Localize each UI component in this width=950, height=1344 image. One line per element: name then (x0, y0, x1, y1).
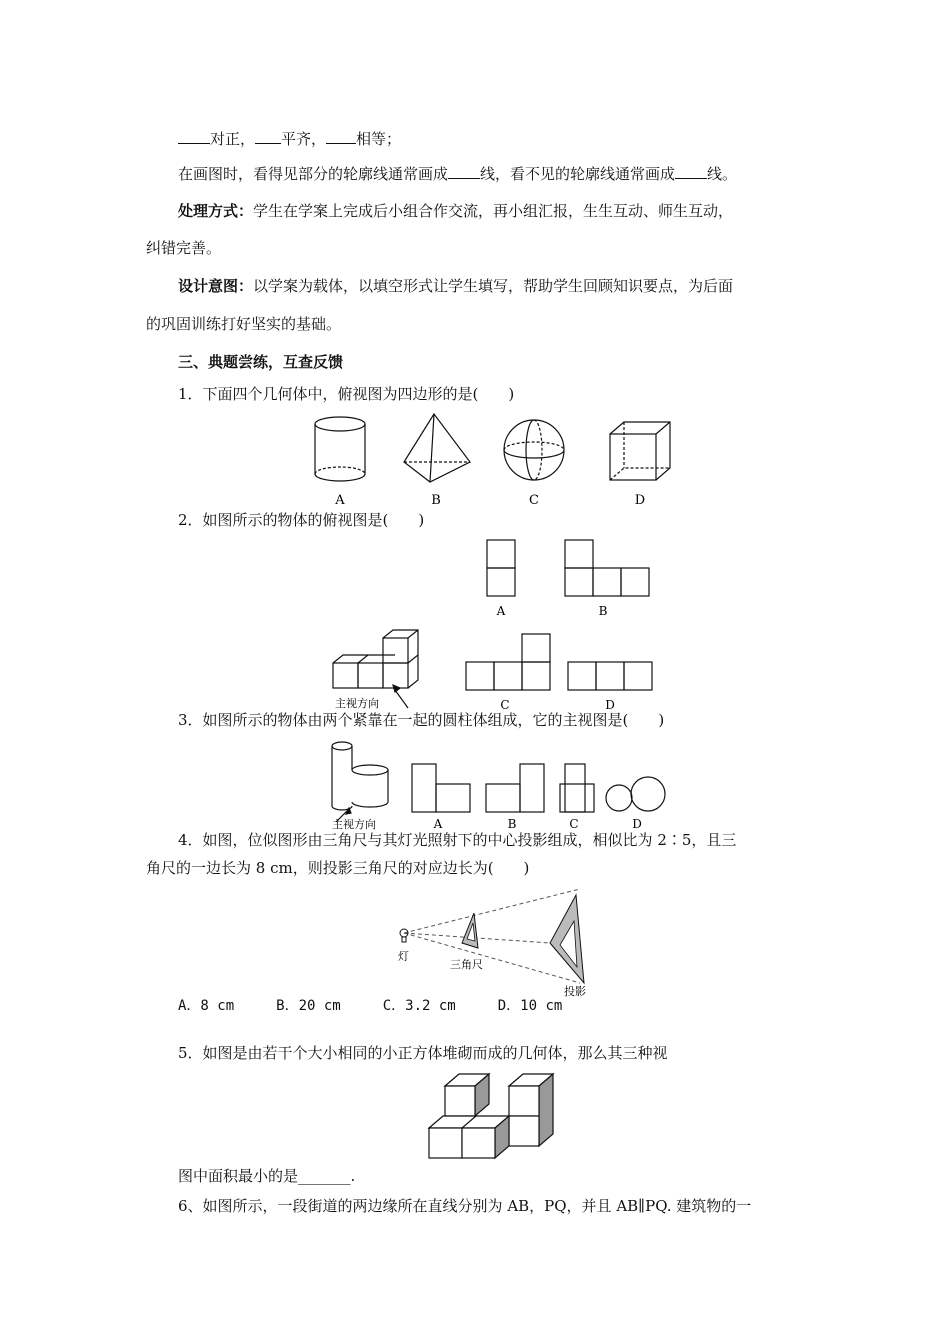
section-heading: 三、典题尝练，互查反馈 (178, 353, 344, 371)
paragraph-text: 以学案为载体，以填空形式让学生填写，帮助学生回顾知识要点，为后面 (253, 277, 734, 295)
question-6: 6、如图所示，一段街道的两边缘所在直线分别为 AB，PQ，并且 AB∥PQ. 建筑物的一 (178, 1197, 752, 1215)
text-segment: 平齐， (281, 130, 327, 148)
lamp-icon (400, 929, 408, 942)
option-b: B．20 cm (276, 998, 341, 1014)
q1-figure (300, 412, 700, 512)
processing-method (178, 201, 733, 221)
cylinder-shape (315, 417, 365, 481)
pyramid-shape (404, 414, 470, 482)
option-label-b: B (507, 817, 517, 831)
question-4: 4．如图，位似图形由三角尺与其灯光照射下的中心投影组成，相似比为 2∶5，且三 (178, 831, 737, 849)
paragraph-text: 学生在学案上完成后小组合作交流，再小组汇报，生生互动、师生互动， (253, 202, 734, 220)
option-label-d: D (605, 698, 615, 712)
text-segment: 相等； (356, 130, 402, 148)
view-direction-label: 主视方向 (332, 818, 376, 831)
question-4-cont: 角尺的一边长为 8 cm，则投影三角尺的对应边长为( ) (146, 859, 530, 877)
lamp-label: 灯 (398, 950, 409, 963)
option-label-d: D (634, 493, 646, 508)
option-a: A．8 cm (178, 998, 235, 1014)
option-label-a: A (335, 493, 345, 508)
paragraph-text: 的巩固训练打好坚实的基础。 (146, 315, 342, 333)
sphere-shape (504, 420, 564, 480)
blank (448, 163, 480, 179)
question-3: 3．如图所示的物体由两个紧靠在一起的圆柱体组成，它的主视图是( ) (178, 711, 665, 729)
option-label-d: D (632, 817, 642, 831)
blank (255, 128, 281, 144)
triangle-ruler-shape (462, 913, 478, 948)
q3-object-drawing (332, 742, 388, 822)
q5-cubes-figure (425, 1068, 560, 1168)
option-d: D．10 cm (497, 998, 563, 1014)
shadow-triangle-shape (550, 895, 584, 983)
text-segment: 线。 (707, 165, 738, 183)
option-label-c: C (500, 698, 510, 712)
q3-option-d-shape (606, 777, 665, 811)
option-label-c: C (529, 493, 539, 508)
q3-option-c-shape (560, 764, 594, 812)
design-intent (178, 276, 733, 296)
q2-option-a-shape (487, 540, 515, 596)
cube-shape (610, 422, 670, 480)
view-direction-label: 主视方向 (335, 697, 379, 710)
shadow-label: 投影 (564, 985, 586, 998)
q4-options (178, 996, 562, 1016)
option-label-b: B (598, 604, 608, 618)
blank (178, 128, 210, 144)
q2-option-c-shape (466, 634, 550, 690)
ruler-label: 三角尺 (450, 958, 483, 971)
question-2: 2．如图所示的物体的俯视图是( ) (178, 511, 425, 529)
option-label-a: A (433, 817, 443, 831)
q3-option-a-shape (412, 764, 470, 812)
q2-figure (325, 535, 665, 710)
q3-figure (322, 738, 672, 830)
option-label-b: B (431, 493, 441, 508)
q2-option-d-shape (568, 662, 652, 690)
text-segment: 线，看不见的轮廓线通常画成 (480, 165, 676, 183)
option-label-c: C (569, 817, 579, 831)
text-segment: 在画图时，看得见部分的轮廓线通常画成 (178, 165, 449, 183)
fill-line-views (178, 128, 401, 149)
blank (675, 163, 707, 179)
q2-option-b-shape (565, 540, 649, 596)
label-bold: 设计意图： (178, 277, 254, 295)
fill-line-contour (178, 163, 737, 184)
label-bold: 处理方式： (178, 202, 254, 220)
q3-option-b-shape (486, 764, 544, 812)
question-1: 1．下面四个几何体中，俯视图为四边形的是( ) (178, 385, 515, 403)
q4-figure (390, 885, 610, 1000)
question-5-cont: 图中面积最小的是_______. (178, 1167, 356, 1185)
option-c: C．3.2 cm (382, 998, 456, 1014)
option-label-a: A (496, 604, 506, 618)
question-5: 5．如图是由若干个大小相同的小正方体堆砌而成的几何体，那么其三种视 (178, 1044, 668, 1062)
blank (326, 128, 356, 144)
paragraph-text: 纠错完善。 (146, 239, 222, 257)
text-segment: 对正， (210, 130, 256, 148)
